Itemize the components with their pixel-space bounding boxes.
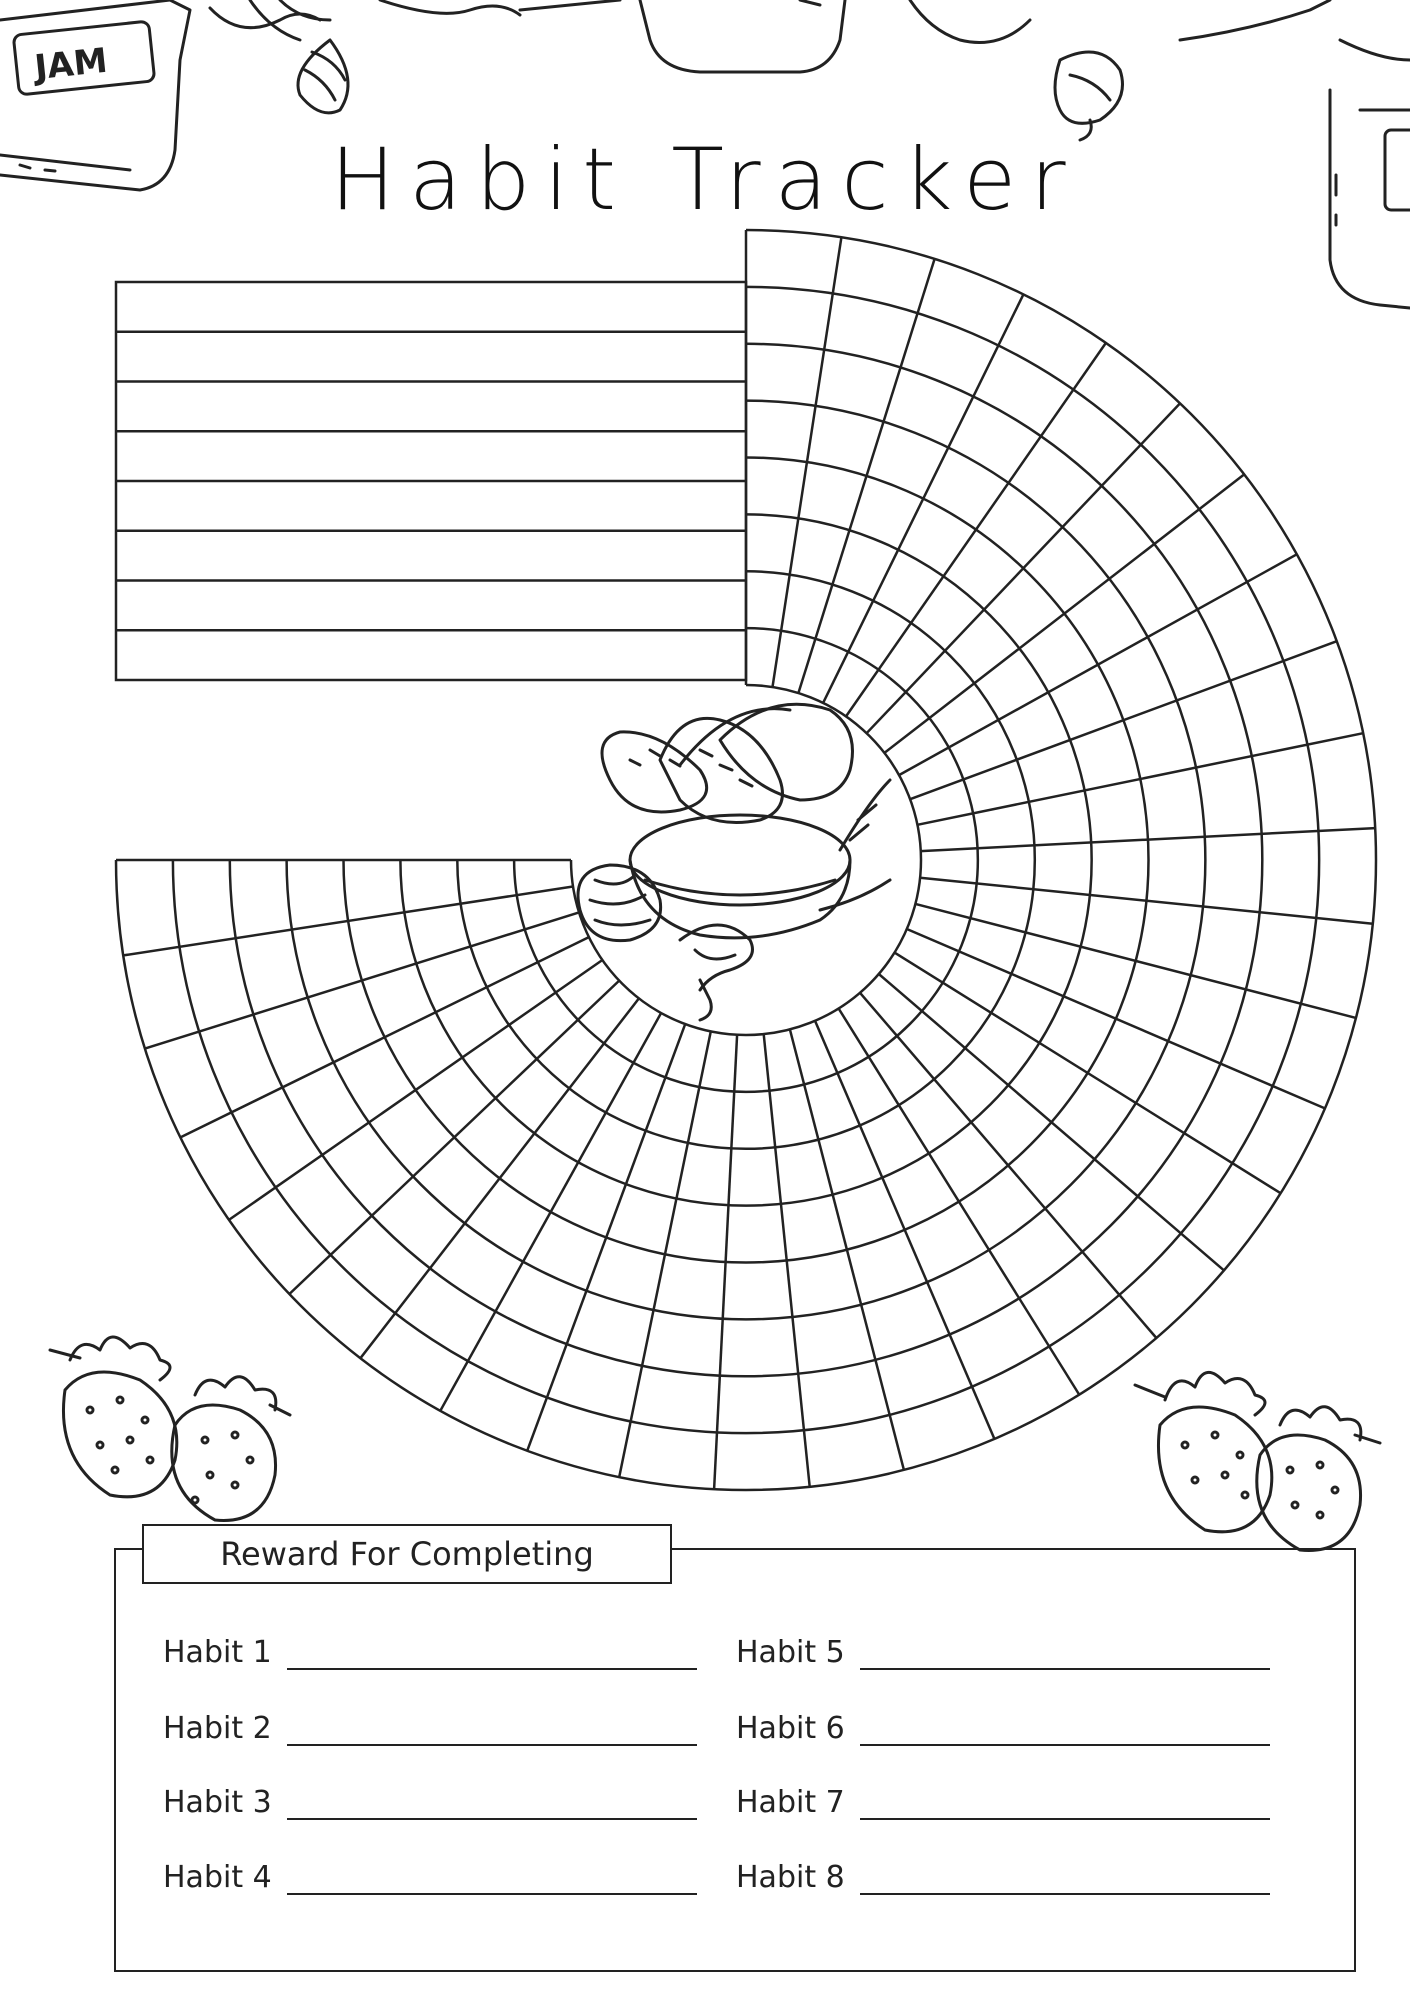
day-spoke: [920, 878, 1373, 924]
tracker-ring: [514, 628, 978, 1092]
reward-entry-line[interactable]: [860, 1714, 1270, 1746]
day-spoke: [773, 237, 842, 687]
day-spoke: [123, 887, 573, 956]
tracker-ring: [571, 685, 921, 1035]
day-spoke: [289, 981, 619, 1294]
habit-label: Habit 8: [736, 1860, 845, 1895]
reward-entry-line[interactable]: [287, 1714, 697, 1746]
habit-label: Habit 5: [736, 1635, 845, 1670]
reward-entry-line[interactable]: [860, 1638, 1270, 1670]
day-spoke: [145, 912, 579, 1048]
day-spoke: [917, 733, 1363, 825]
day-spoke: [527, 1024, 685, 1451]
reward-panel: [114, 1548, 1356, 1972]
habit-label: Habit 6: [736, 1711, 845, 1746]
reward-habit-1: [163, 1636, 697, 1670]
day-spoke: [895, 953, 1281, 1194]
reward-habit-5: [736, 1636, 1270, 1670]
reward-habit-6: [736, 1712, 1270, 1746]
reward-entry-line[interactable]: [860, 1788, 1270, 1820]
habit-label: Habit 4: [163, 1860, 272, 1895]
reward-habit-3: [163, 1786, 697, 1820]
reward-entry-line[interactable]: [287, 1788, 697, 1820]
reward-entry-line[interactable]: [287, 1863, 697, 1895]
reward-entry-line[interactable]: [287, 1638, 697, 1670]
page-title: Habit Tracker: [330, 130, 1080, 230]
reward-habit-7: [736, 1786, 1270, 1820]
reward-habit-4: [163, 1861, 697, 1895]
day-spoke: [619, 1031, 711, 1477]
day-spoke: [879, 974, 1224, 1270]
reward-entry-line[interactable]: [860, 1863, 1270, 1895]
habit-label: Habit 1: [163, 1635, 272, 1670]
day-spoke: [867, 403, 1180, 733]
reward-heading-tab: [142, 1524, 672, 1584]
habit-label: Habit 2: [163, 1711, 272, 1746]
reward-habit-2: [163, 1712, 697, 1746]
day-spoke: [860, 993, 1156, 1338]
reward-habit-8: [736, 1861, 1270, 1895]
day-spoke: [839, 1009, 1080, 1395]
reward-heading: Reward For Completing: [220, 1535, 594, 1573]
jam-label: JAM: [32, 40, 110, 89]
day-spoke: [910, 641, 1337, 799]
day-spoke: [798, 259, 934, 693]
habit-label: Habit 7: [736, 1785, 845, 1820]
habit-label: Habit 3: [163, 1785, 272, 1820]
day-spoke: [764, 1034, 810, 1487]
